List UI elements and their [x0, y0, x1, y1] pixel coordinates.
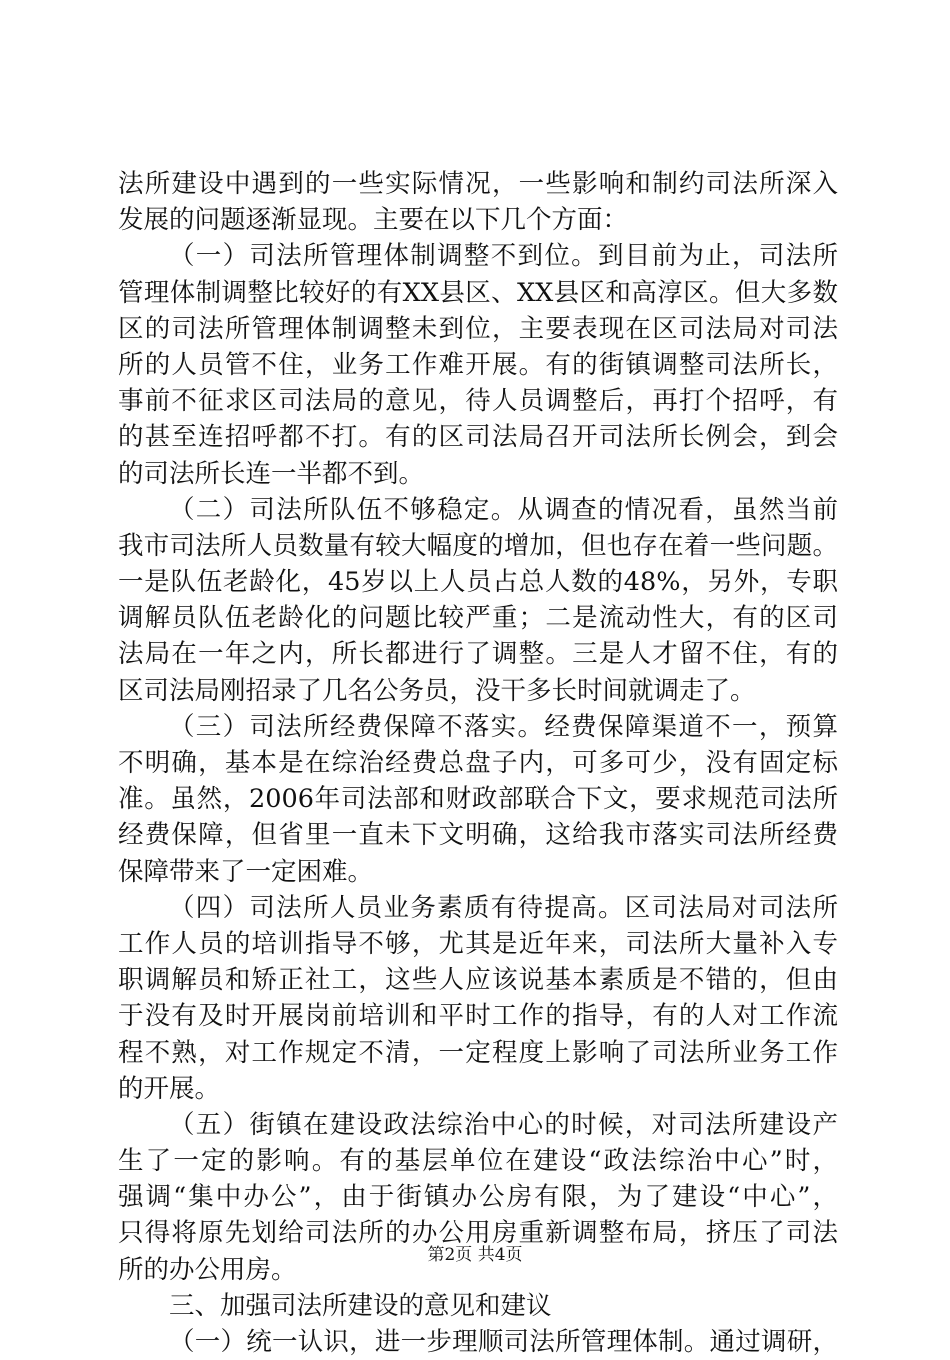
document-body: [118, 166, 838, 1360]
text-line: 一是队伍老龄化，45岁以上人员占总人数的48%，另外，专职: [118, 567, 838, 598]
text-line: 职调解员和矫正社工，这些人应该说基本素质是不错的，但由: [118, 965, 838, 996]
text-line: 于没有及时开展岗前培训和平时工作的指导，有的人对工作流: [118, 1001, 838, 1032]
text-line: 事前不征求区司法局的意见，待人员调整后，再打个招呼，有: [118, 386, 838, 417]
text-line: （二）司法所队伍不够稳定。从调查的情况看，虽然当前: [169, 494, 838, 525]
text-line: （四）司法所人员业务素质有待提高。区司法局对司法所: [169, 892, 838, 923]
text-line: 不明确，基本是在综治经费总盘子内，可多可少，没有固定标: [118, 748, 838, 778]
text-line: 生了一定的影响。有的基层单位在建设“政法综治中心”时，: [118, 1146, 838, 1177]
text-line: 我市司法所人员数量有较大幅度的增加，但也存在着一些问题。: [118, 530, 838, 561]
text-line: 所的人员管不住，业务工作难开展。有的街镇调整司法所长，: [118, 349, 838, 380]
page-footer: 第2页 共4页: [427, 1245, 523, 1265]
text-line: 程不熟，对工作规定不清，一定程度上影响了司法所业务工作: [118, 1037, 838, 1068]
text-line: 所的办公用房。: [118, 1254, 297, 1285]
text-line: 的甚至连招呼都不打。有的区司法局召开司法所长例会，到会: [118, 422, 838, 453]
text-line: 法局在一年之内，所长都进行了调整。三是人才留不住，有的: [118, 639, 838, 670]
text-line: 工作人员的培训指导不够，尤其是近年来，司法所大量补入专: [118, 928, 838, 959]
text-line: 的司法所长连一半都不到。: [118, 458, 425, 489]
text-line: 保障带来了一定困难。: [118, 856, 374, 887]
text-line: 强调“集中办公”，由于街镇办公房有限，为了建设“中心”，: [118, 1182, 838, 1213]
text-line: （三）司法所经费保障不落实。经费保障渠道不一，预算: [169, 711, 838, 742]
text-line: 法所建设中遇到的一些实际情况，一些影响和制约司法所深入: [118, 169, 838, 199]
text-line: （一）司法所管理体制调整不到位。到目前为止，司法所: [169, 241, 838, 272]
text-line: 调解员队伍老龄化的问题比较严重；二是流动性大，有的区司: [118, 603, 838, 634]
text-line: 的开展。: [118, 1073, 221, 1104]
text-line: （五）街镇在建设政法综治中心的时候，对司法所建设产: [169, 1109, 838, 1140]
text-line: 区的司法所管理体制调整未到位，主要表现在区司法局对司法: [118, 313, 838, 344]
text-line: （一）统一认识，进一步理顺司法所管理体制。通过调研，: [169, 1327, 838, 1357]
text-line: 准。虽然，2006年司法部和财政部联合下文，要求规范司法所: [118, 784, 838, 815]
text-line: 经费保障，但省里一直未下文明确，这给我市落实司法所经费: [118, 820, 838, 851]
text-line: 只得将原先划给司法所的办公用房重新调整布局，挤压了司法: [118, 1218, 838, 1249]
text-line: 三、加强司法所建设的意见和建议: [169, 1290, 552, 1321]
text-line: 区司法局刚招录了几名公务员，没干多长时间就调走了。: [118, 675, 756, 706]
text-line: 管理体制调整比较好的有XX县区、XX县区和高淳区。但大多数: [118, 277, 838, 308]
text-line: 发展的问题逐渐显现。主要在以下几个方面：: [118, 205, 629, 236]
